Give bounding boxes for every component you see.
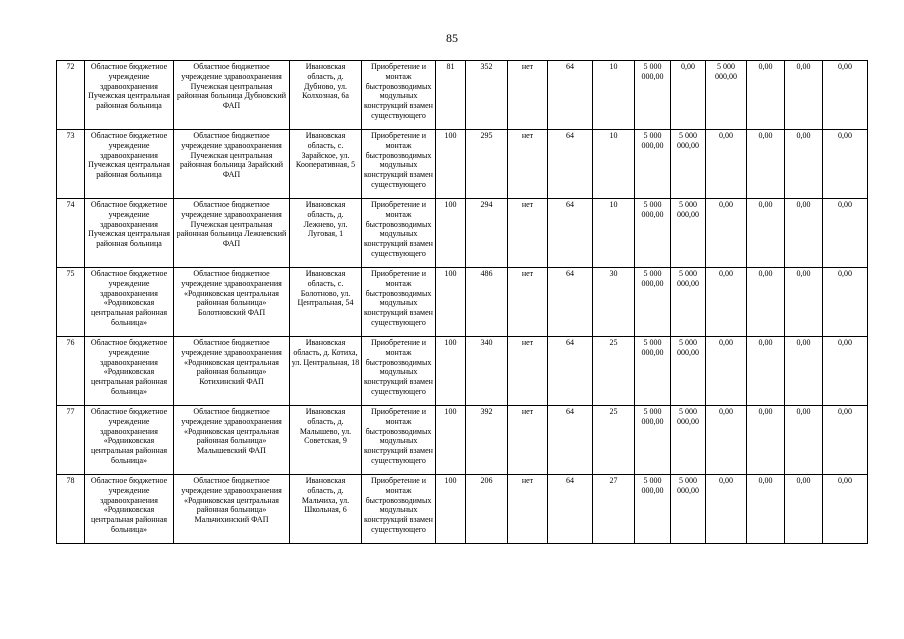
value-cell-7: 5 000 000,00 [671, 268, 706, 337]
value-cell-11: 0,00 [823, 61, 868, 130]
action-cell: Приобретение и монтаж быстровозводимых модульных конструкций взамен существующего [362, 268, 436, 337]
row-number-cell: 76 [57, 337, 85, 406]
action-cell: Приобретение и монтаж быстровозводимых модульных конструкций взамен существующего [362, 61, 436, 130]
value-cell-9: 0,00 [747, 268, 785, 337]
row-number-cell: 78 [57, 475, 85, 544]
value-cell-2: 340 [466, 337, 508, 406]
owner-cell: Областное бюджетное учреждение здравоохранения «Родниковская центральная районная больница» [85, 337, 174, 406]
value-cell-6: 5 000 000,00 [635, 475, 671, 544]
value-cell-5: 27 [593, 475, 635, 544]
action-cell: Приобретение и монтаж быстровозводимых модульных конструкций взамен существующего [362, 406, 436, 475]
facility-cell: Областное бюджетное учреждение здравоохранения «Родниковская центральная районная больница» Малышевский ФАП [174, 406, 290, 475]
value-cell-6: 5 000 000,00 [635, 199, 671, 268]
value-cell-8: 0,00 [706, 475, 747, 544]
value-cell-6: 5 000 000,00 [635, 406, 671, 475]
value-cell-5: 25 [593, 337, 635, 406]
facility-cell: Областное бюджетное учреждение здравоохранения Пучежская центральная районная больница Лежневский ФАП [174, 199, 290, 268]
value-cell-11: 0,00 [823, 406, 868, 475]
value-cell-2: 392 [466, 406, 508, 475]
value-cell-11: 0,00 [823, 268, 868, 337]
address-cell: Ивановская область, с. Болотново, ул. Центральная, 54 [290, 268, 362, 337]
value-cell-7: 0,00 [671, 61, 706, 130]
address-cell: Ивановская область, д. Котиха, ул. Центральная, 18 [290, 337, 362, 406]
value-cell-3: нет [508, 61, 548, 130]
value-cell-4: 64 [548, 268, 593, 337]
value-cell-3: нет [508, 475, 548, 544]
value-cell-3: нет [508, 406, 548, 475]
value-cell-8: 0,00 [706, 199, 747, 268]
value-cell-4: 64 [548, 199, 593, 268]
value-cell-10: 0,00 [785, 268, 823, 337]
value-cell-5: 10 [593, 130, 635, 199]
value-cell-2: 295 [466, 130, 508, 199]
facility-cell: Областное бюджетное учреждение здравоохранения «Родниковская центральная районная больница» Болотновский ФАП [174, 268, 290, 337]
value-cell-2: 294 [466, 199, 508, 268]
row-number-cell: 77 [57, 406, 85, 475]
action-cell: Приобретение и монтаж быстровозводимых модульных конструкций взамен существующего [362, 130, 436, 199]
table-row [57, 61, 868, 130]
value-cell-1: 81 [436, 61, 466, 130]
table-row [57, 406, 868, 475]
row-number-cell: 75 [57, 268, 85, 337]
value-cell-2: 486 [466, 268, 508, 337]
value-cell-5: 30 [593, 268, 635, 337]
value-cell-6: 5 000 000,00 [635, 61, 671, 130]
value-cell-7: 5 000 000,00 [671, 130, 706, 199]
value-cell-10: 0,00 [785, 337, 823, 406]
facility-cell: Областное бюджетное учреждение здравоохранения «Родниковская центральная районная больница» Мальчихинский ФАП [174, 475, 290, 544]
value-cell-1: 100 [436, 475, 466, 544]
value-cell-11: 0,00 [823, 199, 868, 268]
value-cell-1: 100 [436, 199, 466, 268]
owner-cell: Областное бюджетное учреждение здравоохранения «Родниковская центральная районная больница» [85, 406, 174, 475]
value-cell-7: 5 000 000,00 [671, 475, 706, 544]
row-number-cell: 74 [57, 199, 85, 268]
value-cell-9: 0,00 [747, 406, 785, 475]
table-row [57, 337, 868, 406]
value-cell-4: 64 [548, 337, 593, 406]
row-number-cell: 73 [57, 130, 85, 199]
value-cell-4: 64 [548, 475, 593, 544]
value-cell-8: 0,00 [706, 268, 747, 337]
value-cell-9: 0,00 [747, 199, 785, 268]
value-cell-2: 206 [466, 475, 508, 544]
value-cell-7: 5 000 000,00 [671, 337, 706, 406]
address-cell: Ивановская область, с. Зарайское, ул. Кооперативная, 5 [290, 130, 362, 199]
value-cell-9: 0,00 [747, 130, 785, 199]
value-cell-1: 100 [436, 406, 466, 475]
value-cell-9: 0,00 [747, 475, 785, 544]
action-cell: Приобретение и монтаж быстровозводимых модульных конструкций взамен существующего [362, 475, 436, 544]
value-cell-6: 5 000 000,00 [635, 337, 671, 406]
value-cell-11: 0,00 [823, 130, 868, 199]
value-cell-3: нет [508, 268, 548, 337]
facility-cell: Областное бюджетное учреждение здравоохранения Пучежская центральная районная больница Зарайский ФАП [174, 130, 290, 199]
row-number-cell: 72 [57, 61, 85, 130]
owner-cell: Областное бюджетное учреждение здравоохранения Пучежская центральная районная больница [85, 61, 174, 130]
facility-cell: Областное бюджетное учреждение здравоохранения «Родниковская центральная районная больница» Котихинский ФАП [174, 337, 290, 406]
value-cell-7: 5 000 000,00 [671, 199, 706, 268]
value-cell-3: нет [508, 337, 548, 406]
value-cell-10: 0,00 [785, 406, 823, 475]
value-cell-10: 0,00 [785, 130, 823, 199]
value-cell-6: 5 000 000,00 [635, 268, 671, 337]
facility-cell: Областное бюджетное учреждение здравоохранения Пучежская центральная районная больница Дубновский ФАП [174, 61, 290, 130]
address-cell: Ивановская область, д. Дубново, ул. Колхозная, 6а [290, 61, 362, 130]
value-cell-4: 64 [548, 61, 593, 130]
owner-cell: Областное бюджетное учреждение здравоохранения «Родниковская центральная районная больница» [85, 268, 174, 337]
table-row [57, 199, 868, 268]
value-cell-4: 64 [548, 406, 593, 475]
table-row [57, 268, 868, 337]
value-cell-1: 100 [436, 337, 466, 406]
value-cell-8: 5 000 000,00 [706, 61, 747, 130]
table-row [57, 475, 868, 544]
value-cell-11: 0,00 [823, 337, 868, 406]
value-cell-7: 5 000 000,00 [671, 406, 706, 475]
value-cell-9: 0,00 [747, 61, 785, 130]
value-cell-3: нет [508, 199, 548, 268]
action-cell: Приобретение и монтаж быстровозводимых модульных конструкций взамен существующего [362, 337, 436, 406]
value-cell-8: 0,00 [706, 130, 747, 199]
table-body [57, 61, 868, 544]
action-cell: Приобретение и монтаж быстровозводимых модульных конструкций взамен существующего [362, 199, 436, 268]
value-cell-8: 0,00 [706, 337, 747, 406]
value-cell-2: 352 [466, 61, 508, 130]
value-cell-1: 100 [436, 268, 466, 337]
value-cell-5: 25 [593, 406, 635, 475]
address-cell: Ивановская область, д. Лежнево, ул. Луговая, 1 [290, 199, 362, 268]
value-cell-3: нет [508, 130, 548, 199]
value-cell-5: 10 [593, 61, 635, 130]
address-cell: Ивановская область, д. Малышево, ул. Советская, 9 [290, 406, 362, 475]
owner-cell: Областное бюджетное учреждение здравоохранения Пучежская центральная районная больница [85, 130, 174, 199]
address-cell: Ивановская область, д. Мальчиха, ул. Школьная, 6 [290, 475, 362, 544]
value-cell-10: 0,00 [785, 61, 823, 130]
value-cell-11: 0,00 [823, 475, 868, 544]
value-cell-6: 5 000 000,00 [635, 130, 671, 199]
owner-cell: Областное бюджетное учреждение здравоохранения «Родниковская центральная районная больница» [85, 475, 174, 544]
value-cell-4: 64 [548, 130, 593, 199]
facilities-table [56, 60, 868, 544]
value-cell-5: 10 [593, 199, 635, 268]
value-cell-1: 100 [436, 130, 466, 199]
value-cell-9: 0,00 [747, 337, 785, 406]
value-cell-10: 0,00 [785, 199, 823, 268]
owner-cell: Областное бюджетное учреждение здравоохранения Пучежская центральная районная больница [85, 199, 174, 268]
value-cell-10: 0,00 [785, 475, 823, 544]
value-cell-8: 0,00 [706, 406, 747, 475]
page-number: 85 [446, 31, 458, 45]
table-row [57, 130, 868, 199]
